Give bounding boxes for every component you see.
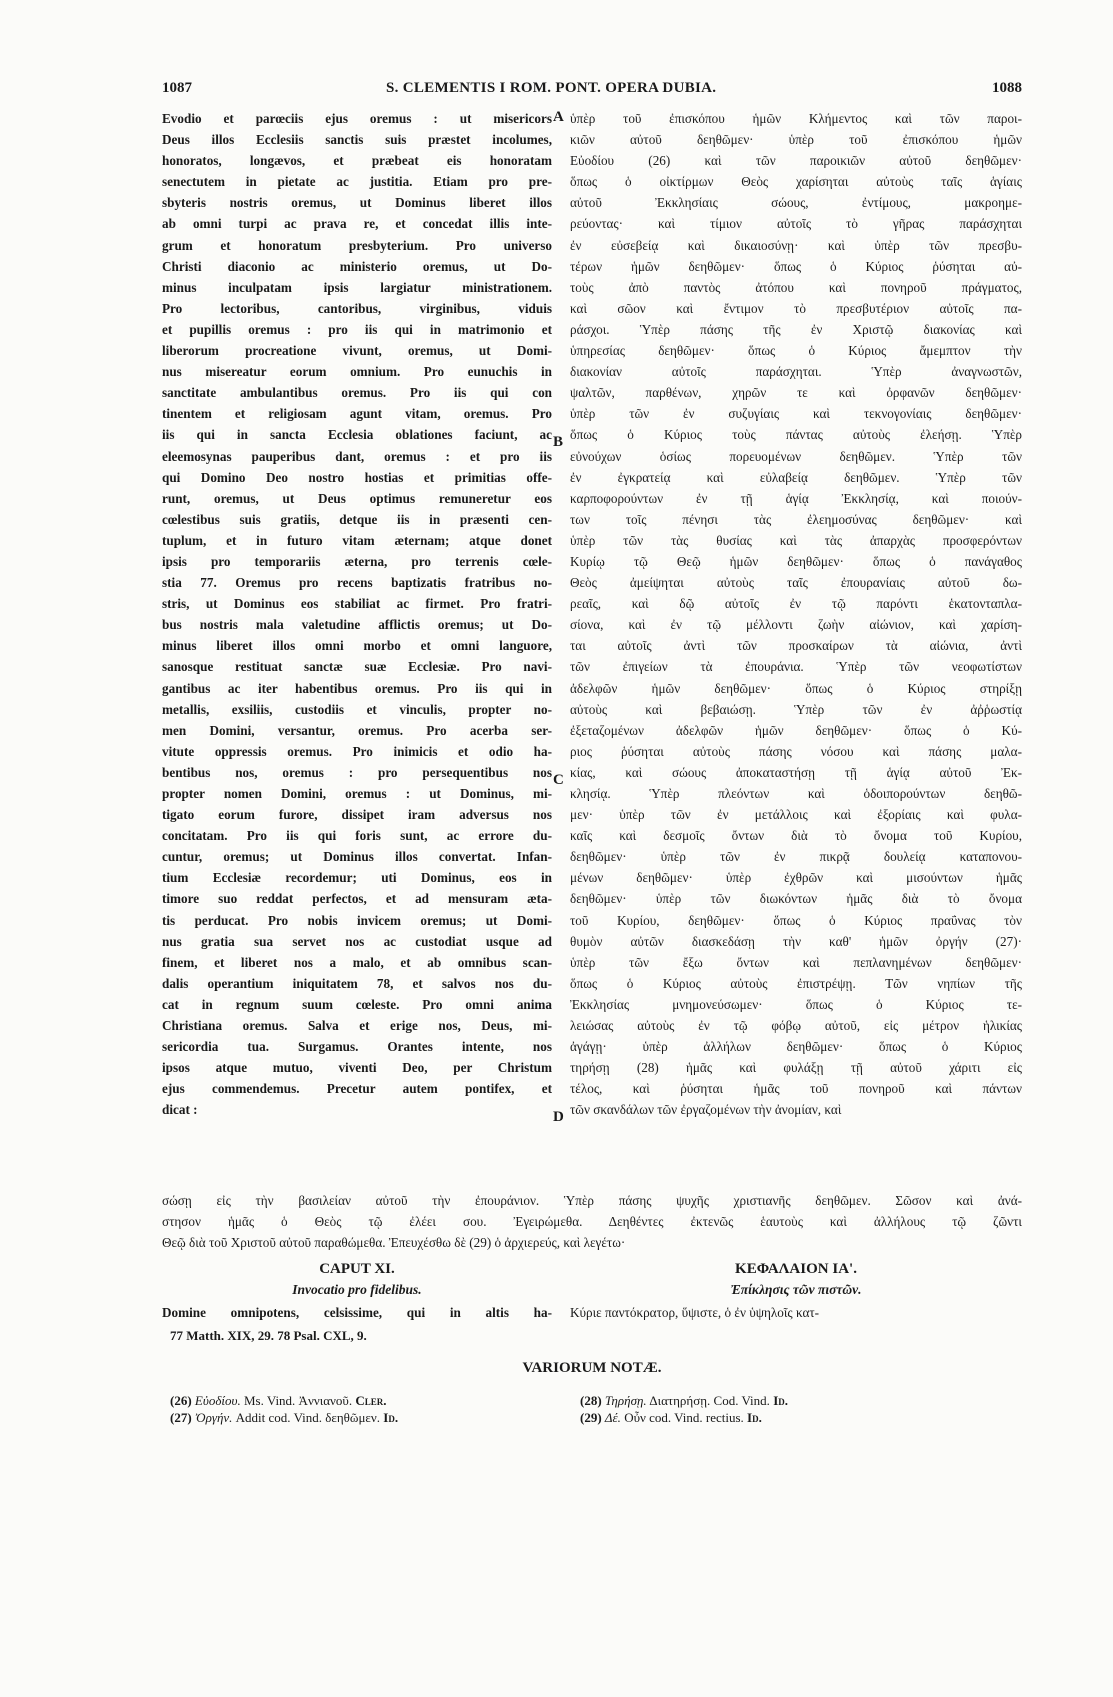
note-src: Id. <box>383 1410 399 1425</box>
latin-text-line: men Domini, versantur, oremus. Pro acerba ser- <box>162 722 552 738</box>
page-number-left: 1087 <box>162 80 192 96</box>
latin-text-line: Christiana oremus. Salva et erige nos, Deus, mi- <box>162 1018 552 1034</box>
greek-text-line: εὐνούχων ὁσίως πορευομένων δεηθῶμεν. Ὑπὲρ τῶν <box>570 448 1022 464</box>
latin-text-line: nus misereatur eorum omnium. Pro eunuchis in <box>162 364 552 380</box>
latin-text-line: tigato eorum furore, dissipet iram adversus nos <box>162 807 552 823</box>
latin-text-line: gantibus ac iter habentibus oremus. Pro iis qui in <box>162 680 552 696</box>
full-width-greek <box>162 1190 1022 1253</box>
latin-column <box>162 108 552 1121</box>
latin-text-line: dalis operantium iniquitatem 78, et salvos nos du- <box>162 975 552 991</box>
latin-text-line: senectutem in pietate ac justitia. Etiam pro pre- <box>162 174 552 190</box>
latin-text-line: bus nostris mala valetudine afflictis oremus; ut Do- <box>162 617 552 633</box>
latin-text-line: vitute oppressis oremus. Pro inimicis et odio ha- <box>162 743 552 759</box>
greek-text-line: ριος ῥύσηται αὐτοὺς πάσης νόσου καὶ πάσης μαλα- <box>570 743 1022 759</box>
note-num: (26) <box>170 1393 192 1408</box>
section-marker-d: D <box>553 1109 564 1125</box>
note-num: (29) <box>580 1410 602 1425</box>
latin-text-line: propter nomen Domini, oremus : ut Dominus, mi- <box>162 786 552 801</box>
caput-latin-heading <box>162 1258 552 1300</box>
greek-text-line: ὅπως ὁ Κύριος αὐτοὺς ἐπιστρέψῃ. Τῶν νηπίων τῆς <box>570 975 1022 991</box>
latin-text-line: tuplum, et in futuro vitam æternam; atque donet <box>162 532 552 548</box>
note-num: (28) <box>580 1393 602 1408</box>
note-num: (27) <box>170 1410 192 1425</box>
greek-text-line: Εὐοδίου (26) καὶ τῶν παροικιῶν αὐτοῦ δεηθῶμεν· <box>570 153 1022 169</box>
greek-text-line: ται αὐτοῖς ἀντὶ τῶν προσκαίρων τὰ αἰώνια, ἀντὶ <box>570 638 1022 654</box>
greek-text-line: μένων δεηθῶμεν· ὑπὲρ ἐχθρῶν καὶ μισούντων ἡμᾶς <box>570 870 1022 886</box>
caput-greek-subtitle: Ἐπίκλησις τῶν πιστῶν. <box>730 1282 862 1297</box>
latin-text-line: sbyteris nostris oremus, ut Dominus liberet illos <box>162 195 552 211</box>
caput-greek-heading <box>570 1258 1022 1300</box>
greek-text-line: τηρήσῃ (28) ἡμᾶς καὶ φυλάξῃ τῇ αὐτοῦ χάριτι εἰς <box>570 1060 1022 1076</box>
section-marker-a: A <box>553 109 564 125</box>
greek-text-line: ἐν εὐσεβείᾳ καὶ δικαιοσύνῃ· καὶ ὑπὲρ τῶν πρεσβυ- <box>570 237 1022 253</box>
latin-text-line: tium Ecclesiæ recordemur; uti Dominus, eos in <box>162 870 552 886</box>
section-marker-b: B <box>553 434 564 450</box>
latin-text-line: runt, oremus, ut Deus optimus remuneretur eos <box>162 490 552 506</box>
latin-text-line: stris, ut Dominus eos stabiliat ac firmet. Pro fratri- <box>162 596 552 612</box>
greek-text-line: ἀγάγῃ· ὑπὲρ ἀλλήλων δεηθῶμεν· ὅπως ὁ Κύριος <box>570 1039 1022 1055</box>
latin-text-line: concitatam. Pro iis qui foris sunt, ac errore du- <box>162 828 552 844</box>
latin-text-line: finem, et liberet nos a malo, et ab omnibus scan- <box>162 954 552 970</box>
note-text: Ms. Vind. Ἀννιανοῦ. <box>243 1393 353 1408</box>
greek-text-line: κλησίᾳ. Ὑπὲρ πλεόντων καὶ ὁδοιπορούντων δεηθῶ- <box>570 786 1022 801</box>
greek-text-line: τῶν σκανδάλων τῶν ἐργαζομένων τὴν ἀνομίαν, καὶ <box>570 1102 842 1118</box>
latin-text-line: tinentem et religiosam agunt vitam, oremus. Pro <box>162 406 552 422</box>
notes-title: VARIORUM NOTÆ. <box>522 1360 662 1376</box>
latin-text-line: Pro lectoribus, cantoribus, virginibus, viduis <box>162 300 552 316</box>
latin-text-line: sanctitate ambulantibus oremus. Pro iis qui con <box>162 385 552 401</box>
note-lemma: Εὐοδίου. <box>194 1393 241 1408</box>
greek-text-line: αὐτοῦ Ἐκκλησίαις σώους, ἐντίμους, μακροημε- <box>570 195 1022 211</box>
page-number-right: 1088 <box>992 80 1022 96</box>
greek-text-line: ὑπηρεσίας δεηθῶμεν· ὅπως ὁ Κύριος ἄμεμπτον τὴν <box>570 343 1022 359</box>
latin-text-line: cuntur, oremus; ut Dominus illos convertat. Infan- <box>162 849 552 865</box>
latin-text-line: minus inculpatam ipsis largiatur ministrationem. <box>162 279 552 295</box>
latin-text-line: sanosque restituat sanctæ suæ Ecclesiæ. Pro navi- <box>162 659 552 675</box>
caput-latin-title: CAPUT XI. <box>319 1261 395 1277</box>
full-width-text-line: στησον ἡμᾶς ὁ Θεὸς τῷ ἐλέει σου. Ἐγειρώμεθα. Δεηθέντες ἐκτενῶς ἑαυτοὺς καὶ ἀλλήλους τῷ ζῶντι <box>162 1214 1022 1230</box>
note-lemma: Τηρήσῃ. <box>604 1393 647 1408</box>
greek-text-line: ψαλτῶν, παρθένων, χηρῶν τε καὶ ὀρφανῶν δεηθῶμεν· <box>570 385 1022 401</box>
note-text: Διατηρήσῃ. Cod. Vind. <box>649 1393 770 1408</box>
greek-text-line: κίας, καὶ σώους ἀποκαταστήσῃ τῇ ἁγίᾳ αὐτοῦ Ἐκ- <box>570 764 1022 780</box>
greek-text-line: δεηθῶμεν· ὑπὲρ τῶν διωκόντων ἡμᾶς διὰ τὸ ὄνομα <box>570 891 1022 907</box>
latin-text-line: ejus commendemus. Precetur autem pontifex, et <box>162 1081 552 1097</box>
greek-column <box>570 108 1022 1121</box>
greek-text-line: ὑπὲρ τῶν ἐν συζυγίαις καὶ τεκνογονίαις δεηθῶμεν· <box>570 406 1022 422</box>
greek-text-line: τῶν ἐπιγείων τὰ ἐπουράνια. Ὑπὲρ τῶν νεοφωτίστων <box>570 659 1022 675</box>
latin-text-line: sericordia tua. Surgamus. Orantes intente, nos <box>162 1039 552 1055</box>
greek-text-line: μεν· ὑπὲρ τῶν ἐν μετάλλοις καὶ ἐξορίαις καὶ φυλα- <box>570 807 1022 823</box>
full-width-text-line: σώσῃ εἰς τὴν βασιλείαν αὐτοῦ τὴν ἐπουράνιον. Ὑπὲρ πάσης ψυχῆς χριστιανῆς δεηθῶμεν. Σῶσον καὶ ἀνά- <box>162 1193 1022 1208</box>
greek-text-line: καῖς καὶ δεσμοῖς ὄντων διὰ τὸ ὄνομα τοῦ Κυρίου, <box>570 828 1022 844</box>
latin-intro-line: Domine omnipotens, celsissime, qui in altis ha- <box>162 1305 552 1320</box>
greek-intro-line: Κύριε παντόκρατορ, ὕψιστε, ὁ ἐν ὑψηλοῖς κατ- <box>570 1305 820 1320</box>
latin-text-line: honoratos, longævos, et præbeat eis honoratam <box>162 153 552 169</box>
running-title: S. CLEMENTIS I ROM. PONT. OPERA DUBIA. <box>386 80 717 96</box>
latin-text-line: tis perducat. Pro nobis invicem oremus; ut Domi- <box>162 912 552 928</box>
variorum-note <box>580 1409 788 1426</box>
greek-text-line: ὑπὲρ τῶν ἔξω ὄντων καὶ πεπλανημένων δεηθῶμεν· <box>570 954 1022 970</box>
note-src: Id. <box>747 1410 762 1425</box>
greek-text-line: Κυρίῳ τῷ Θεῷ ἡμῶν δεηθῶμεν· ὅπως ὁ πανάγαθος <box>570 553 1022 569</box>
greek-text-line: δεηθῶμεν· ὑπὲρ τῶν ἐν πικρᾷ δουλείᾳ καταπονου- <box>570 849 1022 865</box>
greek-text-line: ὅπως ὁ Κύριος τοὺς πάντας αὐτοὺς ἐλεήσῃ. Ὑπὲρ <box>570 427 1022 443</box>
latin-text-line: stia 77. Oremus pro recens baptizatis fratribus no- <box>162 575 552 591</box>
variorum-note <box>580 1392 788 1409</box>
latin-text-line: ipsos atque mutuo, viventi Deo, per Christum <box>162 1060 552 1076</box>
caput-latin-subtitle: Invocatio pro fidelibus. <box>292 1282 422 1297</box>
greek-text-line: ἐξεταζομένων ἀδελφῶν ἡμῶν δεηθῶμεν· ὅπως ὁ Κύ- <box>570 722 1022 738</box>
latin-text-line: ipsis pro temporariis æterna, pro terrenis cœle- <box>162 553 552 569</box>
note-lemma: Ὀργήν. <box>194 1410 233 1425</box>
latin-text-line: grum et honoratum presbyterium. Pro universo <box>162 237 552 253</box>
latin-text-line: iis qui in sancta Ecclesia oblationes faciunt, ac <box>162 427 552 443</box>
page-header <box>162 80 1022 102</box>
note-src: Cler. <box>355 1393 387 1408</box>
greek-text-line: ράσχοι. Ὑπὲρ πάσης τῆς ἐν Χριστῷ διακονίας καὶ <box>570 321 1022 337</box>
greek-text-line: ρεαῖς, καὶ δῷ αὐτοῖς ἐν τῷ παρόντι ἑκατονταπλα- <box>570 596 1022 612</box>
note-lemma: Δέ. <box>604 1410 621 1425</box>
variorum-note <box>170 1409 398 1426</box>
greek-text-line: θυμὸν αὐτῶν διασκεδάσῃ τὴν καθ' ἡμῶν ὀργήν (27)· <box>570 933 1022 949</box>
greek-text-line: ὅπως ὁ οἰκτίρμων Θεὸς χαρίσηται αὐτοὺς ταῖς ἁγίαις <box>570 174 1022 190</box>
greek-text-line: ἀδελφῶν ἡμῶν δεηθῶμεν· ὅπως ὁ Κύριος στηρίξῃ <box>570 680 1022 696</box>
greek-text-line: ὑπὲρ τῶν τὰς θυσίας καὶ τὰς ἀπαρχὰς προσφερόντων <box>570 532 1022 548</box>
latin-text-line: cat in regnum suum cœleste. Pro omni anima <box>162 996 552 1012</box>
caput-greek-title: ΚΕΦΑΛΑΙΟΝ ΙΑ'. <box>735 1261 857 1277</box>
latin-text-line: cœlestibus suis gratiis, detque iis in præsenti cen- <box>162 511 552 527</box>
greek-text-line: ρεύοντας· καὶ τίμιον αὐτοῖς τὸ γῆρας παράσχηται <box>570 216 1022 232</box>
latin-text-line: Christi diaconio ac ministerio oremus, ut Do- <box>162 258 552 274</box>
latin-text-line: eleemosynas pauperibus dant, oremus : et pro iis <box>162 448 552 464</box>
latin-text-line: liberorum procreatione vivunt, oremus, ut Domi- <box>162 343 552 359</box>
notes-left <box>170 1392 398 1426</box>
greek-text-line: ὑπὲρ τοῦ ἐπισκόπου ἡμῶν Κλήμεντος καὶ τῶν παροι- <box>570 111 1022 126</box>
note-text: Addit cod. Vind. δεηθῶμεν. <box>235 1410 381 1425</box>
greek-text-line: καρποφορούντων ἐν τῇ ἁγίᾳ Ἐκκλησίᾳ, καὶ ποιούν- <box>570 490 1022 506</box>
greek-text-line: Θεὸς ἀμείψηται αὐτοὺς ταῖς ἐπουρανίαις αὐτοῦ δω- <box>570 575 1022 591</box>
greek-text-line: κιῶν αὐτοῦ δεηθῶμεν· ὑπὲρ τοῦ ἐπισκόπου ἡμῶν <box>570 132 1022 148</box>
greek-text-line: αὐτοὺς καὶ βεβαιώσῃ. Ὑπὲρ τῶν ἐν ἀῤῥωστίᾳ <box>570 701 1022 717</box>
greek-text-line: σίονα, καὶ ἐν τῷ μέλλοντι ζωὴν αἰώνιον, καὶ χαρίση- <box>570 617 1022 633</box>
greek-text-line: τέλος, καὶ ῥύσηται ἡμᾶς τοῦ πονηροῦ καὶ πάντων <box>570 1081 1022 1097</box>
greek-text-line: τοὺς ἀπὸ παντὸς ἀτόπου καὶ πονηροῦ πράγματος, <box>570 279 1022 295</box>
latin-text-line: ab omni turpi ac prava re, et concedat illis inte- <box>162 216 552 232</box>
full-width-text-line: Θεῷ διὰ τοῦ Χριστοῦ αὐτοῦ παραθώμεθα. Ἐπευχέσθω δὲ (29) ὁ ἀρχιερεύς, καὶ λεγέτω· <box>162 1235 626 1251</box>
note-src: Id. <box>773 1393 788 1408</box>
latin-text-line: dicat : <box>162 1102 198 1118</box>
greek-text-line: των τοῖς πένησι τὰς ἐλεημοσύνας δεηθῶμεν· καὶ <box>570 511 1022 527</box>
greek-text-line: διακονίαν αὐτοῖς παράσχηται. Ὑπὲρ ἀναγνωστῶν, <box>570 364 1022 380</box>
greek-text-line: ἐν ἐγκρατείᾳ καὶ εὐλαβείᾳ δεηθῶμεν. Ὑπὲρ τῶν <box>570 469 1022 485</box>
latin-text-line: minus liberet illos omni morbo et omni languore, <box>162 638 552 654</box>
section-marker-c: C <box>553 772 564 788</box>
greek-text-line: Ἐκκλησίας μνημονεύσωμεν· ὅπως ὁ Κύριος τε- <box>570 996 1022 1012</box>
greek-text-line: καὶ σῶον καὶ ἔντιμον τὸ πρεσβυτέριον αὐτοῖς πα- <box>570 300 1022 316</box>
greek-text-line: τέρων ἡμῶν δεηθῶμεν· ὅπως ὁ Κύριος ῥύσηται αὐ- <box>570 258 1022 274</box>
note-text: Οὖν cod. Vind. rectius. <box>624 1410 744 1425</box>
latin-text-line: Deus illos Ecclesiis sanctis suis præstet incolumes, <box>162 132 552 148</box>
greek-text-line: τοῦ Κυρίου, δεηθῶμεν· ὅπως ὁ Κύριος πραΰνας τὸν <box>570 912 1022 928</box>
greek-text-line: λειώσας αὐτοὺς ἐν τῷ φόβῳ αὐτοῦ, εἰς μέτρον ἡλικίας <box>570 1018 1022 1034</box>
latin-text-line: nus gratia sua servet nos ac custodiat usque ad <box>162 933 552 949</box>
notes-right <box>580 1392 788 1426</box>
latin-text-line: timore suo reddat perfectos, et ad mensuram æta- <box>162 891 552 907</box>
latin-text-line: Evodio et parœciis ejus oremus : ut misericors <box>162 111 552 126</box>
latin-text-line: bentibus nos, oremus : pro persequentibus nos <box>162 764 552 780</box>
scripture-references: 77 Matth. XIX, 29. 78 Psal. CXL, 9. <box>170 1328 367 1343</box>
latin-text-line: et pupillis oremus : pro iis qui in matrimonio et <box>162 321 552 337</box>
latin-text-line: qui Domino Deo nostro hostias et primitias offe- <box>162 469 552 485</box>
latin-text-line: metallis, exsiliis, custodiis et vinculis, propter no- <box>162 701 552 717</box>
variorum-note <box>170 1392 398 1409</box>
